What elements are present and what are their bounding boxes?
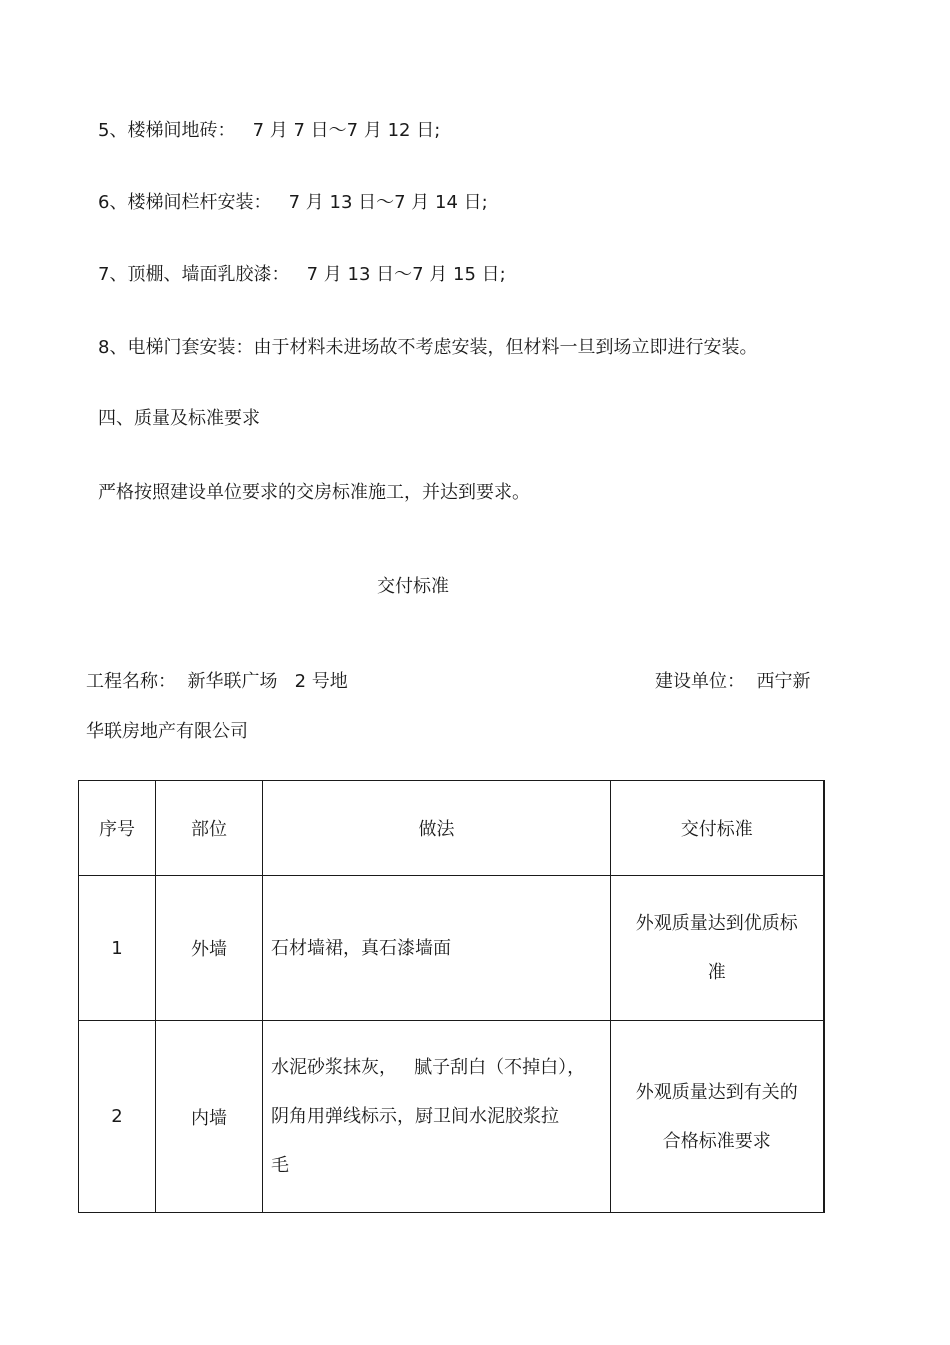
standard-line: 外观质量达到有关的	[635, 1081, 798, 1103]
method-line: 阴角用弹线标示，厨卫间水泥胶浆拉	[271, 1106, 559, 1127]
project-name: 工程名称： 新华联广场 2 号地	[86, 671, 348, 692]
row-part: 外墙	[156, 876, 263, 1021]
header-method: 做法	[263, 781, 611, 876]
method-line: 毛	[271, 1155, 289, 1176]
delivery-standard-table	[78, 780, 825, 1213]
delivery-standard-title: 交付标准	[377, 576, 449, 597]
standard-line: 准	[707, 962, 726, 983]
row-part: 内墙	[156, 1021, 263, 1213]
section-body: 严格按照建设单位要求的交房标准施工，并达到要求。	[98, 482, 530, 503]
row-no: 2	[79, 1021, 156, 1213]
table-row	[79, 876, 824, 1021]
row-standard	[611, 876, 824, 1021]
header-standard: 交付标准	[611, 781, 824, 876]
row-standard	[611, 1021, 824, 1213]
section-heading: 四、质量及标准要求	[98, 408, 260, 429]
table-row	[79, 1021, 824, 1213]
developer-name-continued: 华联房地产有限公司	[86, 721, 248, 742]
row-method	[263, 1021, 611, 1213]
table-header-row	[79, 781, 824, 876]
method-line: 石材墙裙，真石漆墙面	[271, 937, 451, 959]
row-no: 1	[79, 876, 156, 1021]
standard-line: 外观质量达到优质标	[635, 913, 798, 934]
header-no: 序号	[79, 781, 156, 876]
schedule-item-7: 7、顶棚、墙面乳胶漆： 7 月 13 日～7 月 15 日;	[98, 264, 506, 285]
schedule-item-6: 6、楼梯间栏杆安装： 7 月 13 日～7 月 14 日;	[98, 192, 488, 213]
row-method	[263, 876, 611, 1021]
method-line: 水泥砂浆抹灰， 腻子刮白（不掉白），	[271, 1057, 586, 1078]
header-part: 部位	[156, 781, 263, 876]
schedule-item-8: 8、电梯门套安装：由于材料未进场故不考虑安装，但材料一旦到场立即进行安装。	[98, 337, 758, 358]
schedule-item-5: 5、楼梯间地砖： 7 月 7 日～7 月 12 日;	[98, 120, 441, 141]
developer-label: 建设单位： 西宁新	[655, 671, 811, 692]
standard-line: 合格标准要求	[662, 1130, 771, 1152]
